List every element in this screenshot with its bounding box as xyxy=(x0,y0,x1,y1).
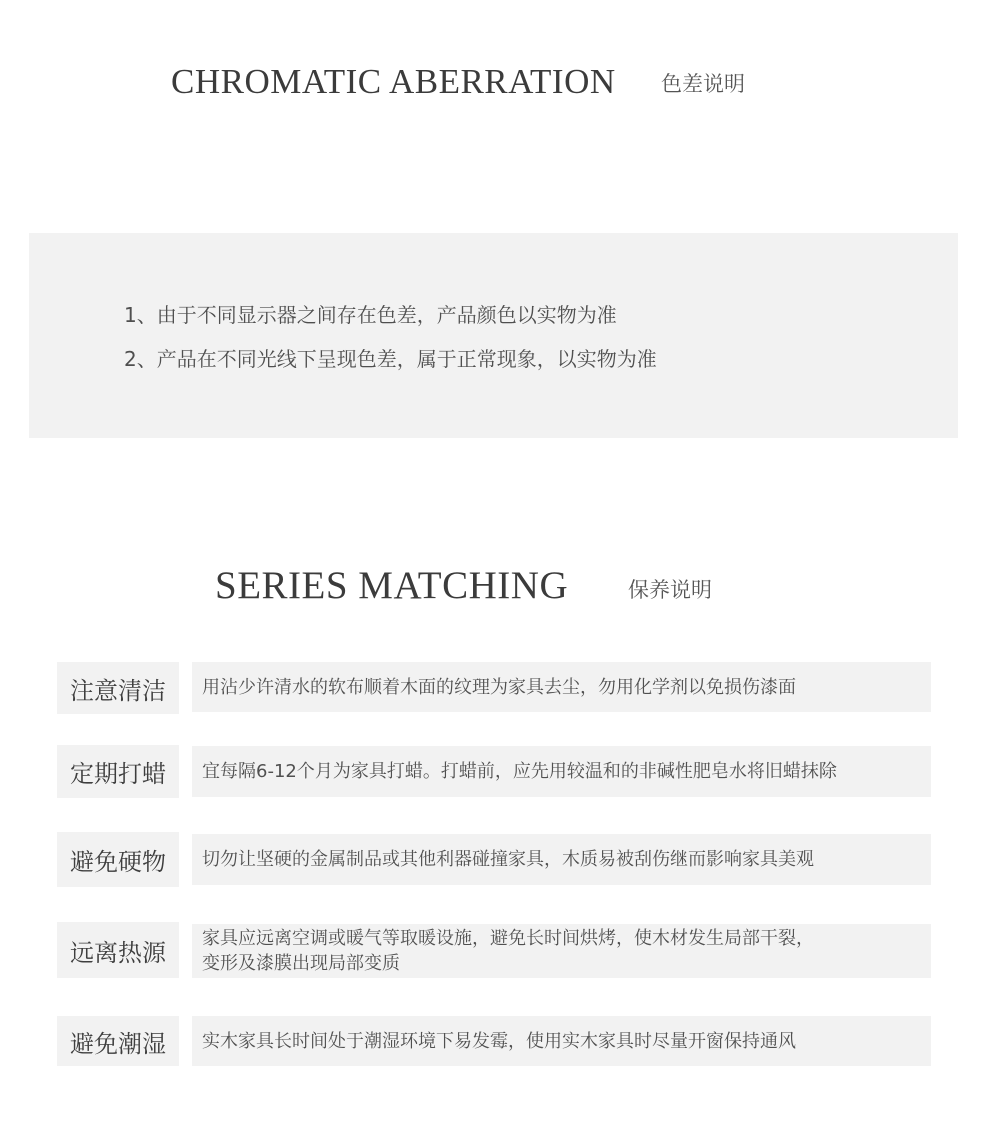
care-label-waxing: 定期打蜡 xyxy=(57,745,179,798)
chromatic-title-cn: 色差说明 xyxy=(661,72,745,96)
chromatic-note: 1、由于不同显示器之间存在色差，产品颜色以实物为准 xyxy=(124,303,617,327)
care-desc-text: 宜每隔6-12个月为家具打蜡。打蜡前，应先用较温和的非碱性肥皂水将旧蜡抹除 xyxy=(202,761,837,782)
care-desc-text: 家具应远离空调或暖气等取暖设施，避免长时间烘烤，使木材发生局部干裂， xyxy=(202,928,814,949)
care-label-heat: 远离热源 xyxy=(57,922,179,978)
chromatic-notes-box xyxy=(29,233,958,438)
care-desc-hard-objects xyxy=(192,834,931,885)
care-desc-text: 实木家具长时间处于潮湿环境下易发霉，使用实木家具时尽量开窗保持通风 xyxy=(202,1030,796,1052)
care-desc-cleaning xyxy=(192,662,931,712)
care-label-hard-objects: 避免硬物 xyxy=(57,832,179,887)
series-title-en: SERIES MATCHING xyxy=(215,564,569,607)
chromatic-title-en: CHROMATIC ABERRATION xyxy=(171,62,616,101)
series-title-cn: 保养说明 xyxy=(628,578,712,602)
chromatic-note: 2、产品在不同光线下呈现色差，属于正常现象，以实物为准 xyxy=(124,347,657,371)
care-desc-waxing xyxy=(192,746,931,797)
care-desc-text: 用沾少许清水的软布顺着木面的纹理为家具去尘，勿用化学剂以免损伤漆面 xyxy=(202,676,796,698)
care-desc-heat xyxy=(192,924,931,978)
care-label-cleaning: 注意清洁 xyxy=(57,662,179,714)
care-desc-text: 切勿让坚硬的金属制品或其他利器碰撞家具，木质易被刮伤继而影响家具美观 xyxy=(202,849,814,870)
care-label-humidity: 避免潮湿 xyxy=(57,1016,179,1066)
care-desc-humidity xyxy=(192,1016,931,1066)
care-desc-text-line2: 变形及漆膜出现局部变质 xyxy=(202,953,400,974)
